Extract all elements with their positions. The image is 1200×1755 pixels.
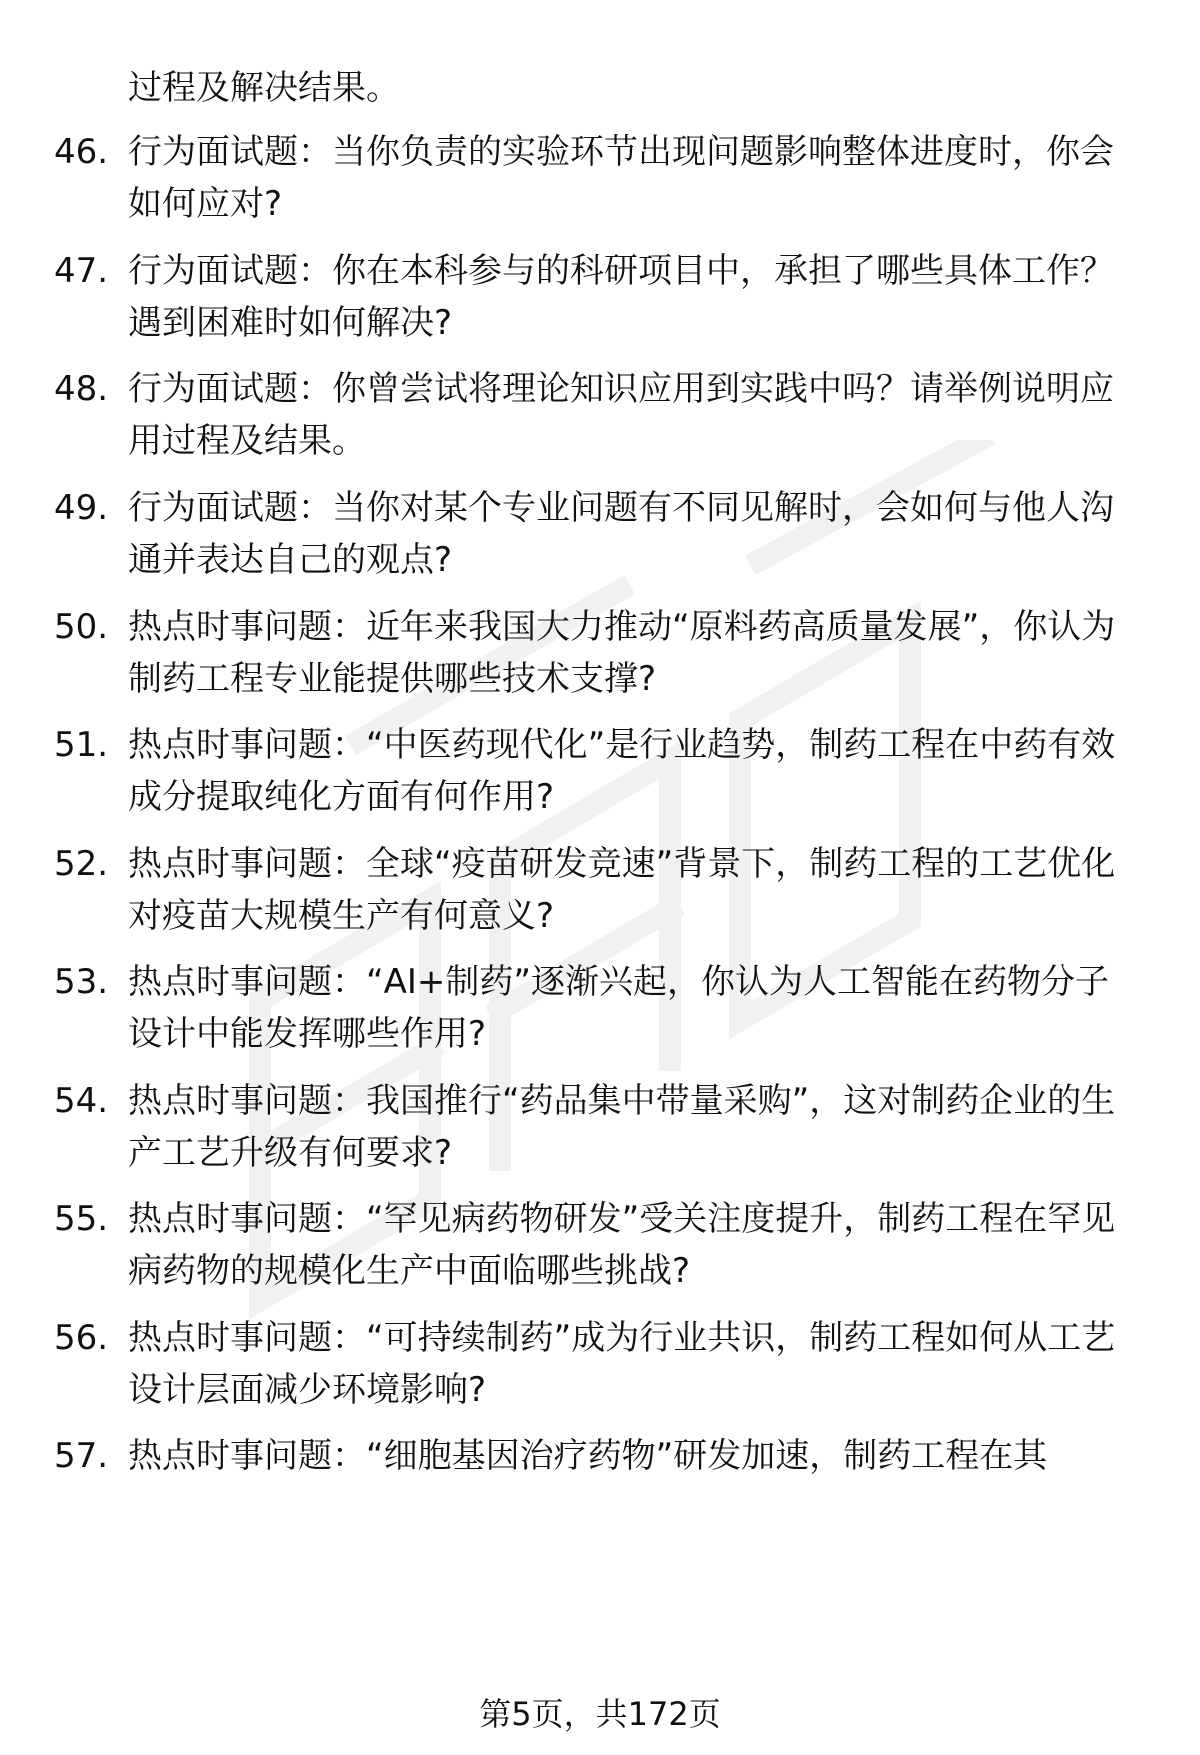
item-text: 行为面试题：当你对某个专业问题有不同见解时，会如何与他人沟通并表达自己的观点? [128,488,1114,580]
item-number: 56. [54,1318,109,1358]
item-number: 47. [54,251,109,291]
item-number: 55. [54,1199,109,1239]
item-text: 行为面试题：当你负责的实验环节出现问题影响整体进度时，你会如何应对? [128,132,1114,224]
item-number: 52. [54,844,109,884]
item-text: 热点时事问题：全球“疫苗研发竞速”背景下，制药工程的工艺优化对疫苗大规模生产有何意义? [128,844,1116,936]
item-text: 热点时事问题：“可持续制药”成为行业共识，制药工程如何从工艺设计层面减少环境影响? [128,1318,1116,1410]
item-number: 57. [54,1436,109,1476]
page-footer: 第5页，共172页 [479,1695,721,1733]
item-text: 热点时事问题：“细胞基因治疗药物”研发加速，制药工程在其 [128,1436,1048,1476]
item-number: 46. [54,132,109,172]
item-text: 热点时事问题：“中医药现代化”是行业趋势，制药工程在中药有效成分提取纯化方面有何作用? [128,725,1116,817]
item-number: 49. [54,488,109,528]
item-text: 行为面试题：你曾尝试将理论知识应用到实践中吗？请举例说明应用过程及结果。 [128,369,1114,461]
item-text: 热点时事问题：近年来我国大力推动“原料药高质量发展”，你认为制药工程专业能提供哪些技术支撑? [128,607,1116,699]
item-text: 热点时事问题：“AI+制药”逐渐兴起，你认为人工智能在药物分子设计中能发挥哪些作用? [128,962,1110,1054]
item-text: 热点时事问题：“罕见病药物研发”受关注度提升，制药工程在罕见病药物的规模化生产中面临哪些挑战? [128,1199,1116,1291]
continuation-text: 过程及解决结果。 [128,68,400,108]
item-text: 热点时事问题：我国推行“药品集中带量采购”，这对制药企业的生产工艺升级有何要求? [128,1081,1116,1173]
item-number: 53. [54,962,109,1002]
item-number: 50. [54,607,109,647]
item-number: 51. [54,725,109,765]
item-number: 54. [54,1081,109,1121]
item-number: 48. [54,369,109,409]
item-text: 行为面试题：你在本科参与的科研项目中，承担了哪些具体工作？遇到困难时如何解决? [128,251,1114,343]
